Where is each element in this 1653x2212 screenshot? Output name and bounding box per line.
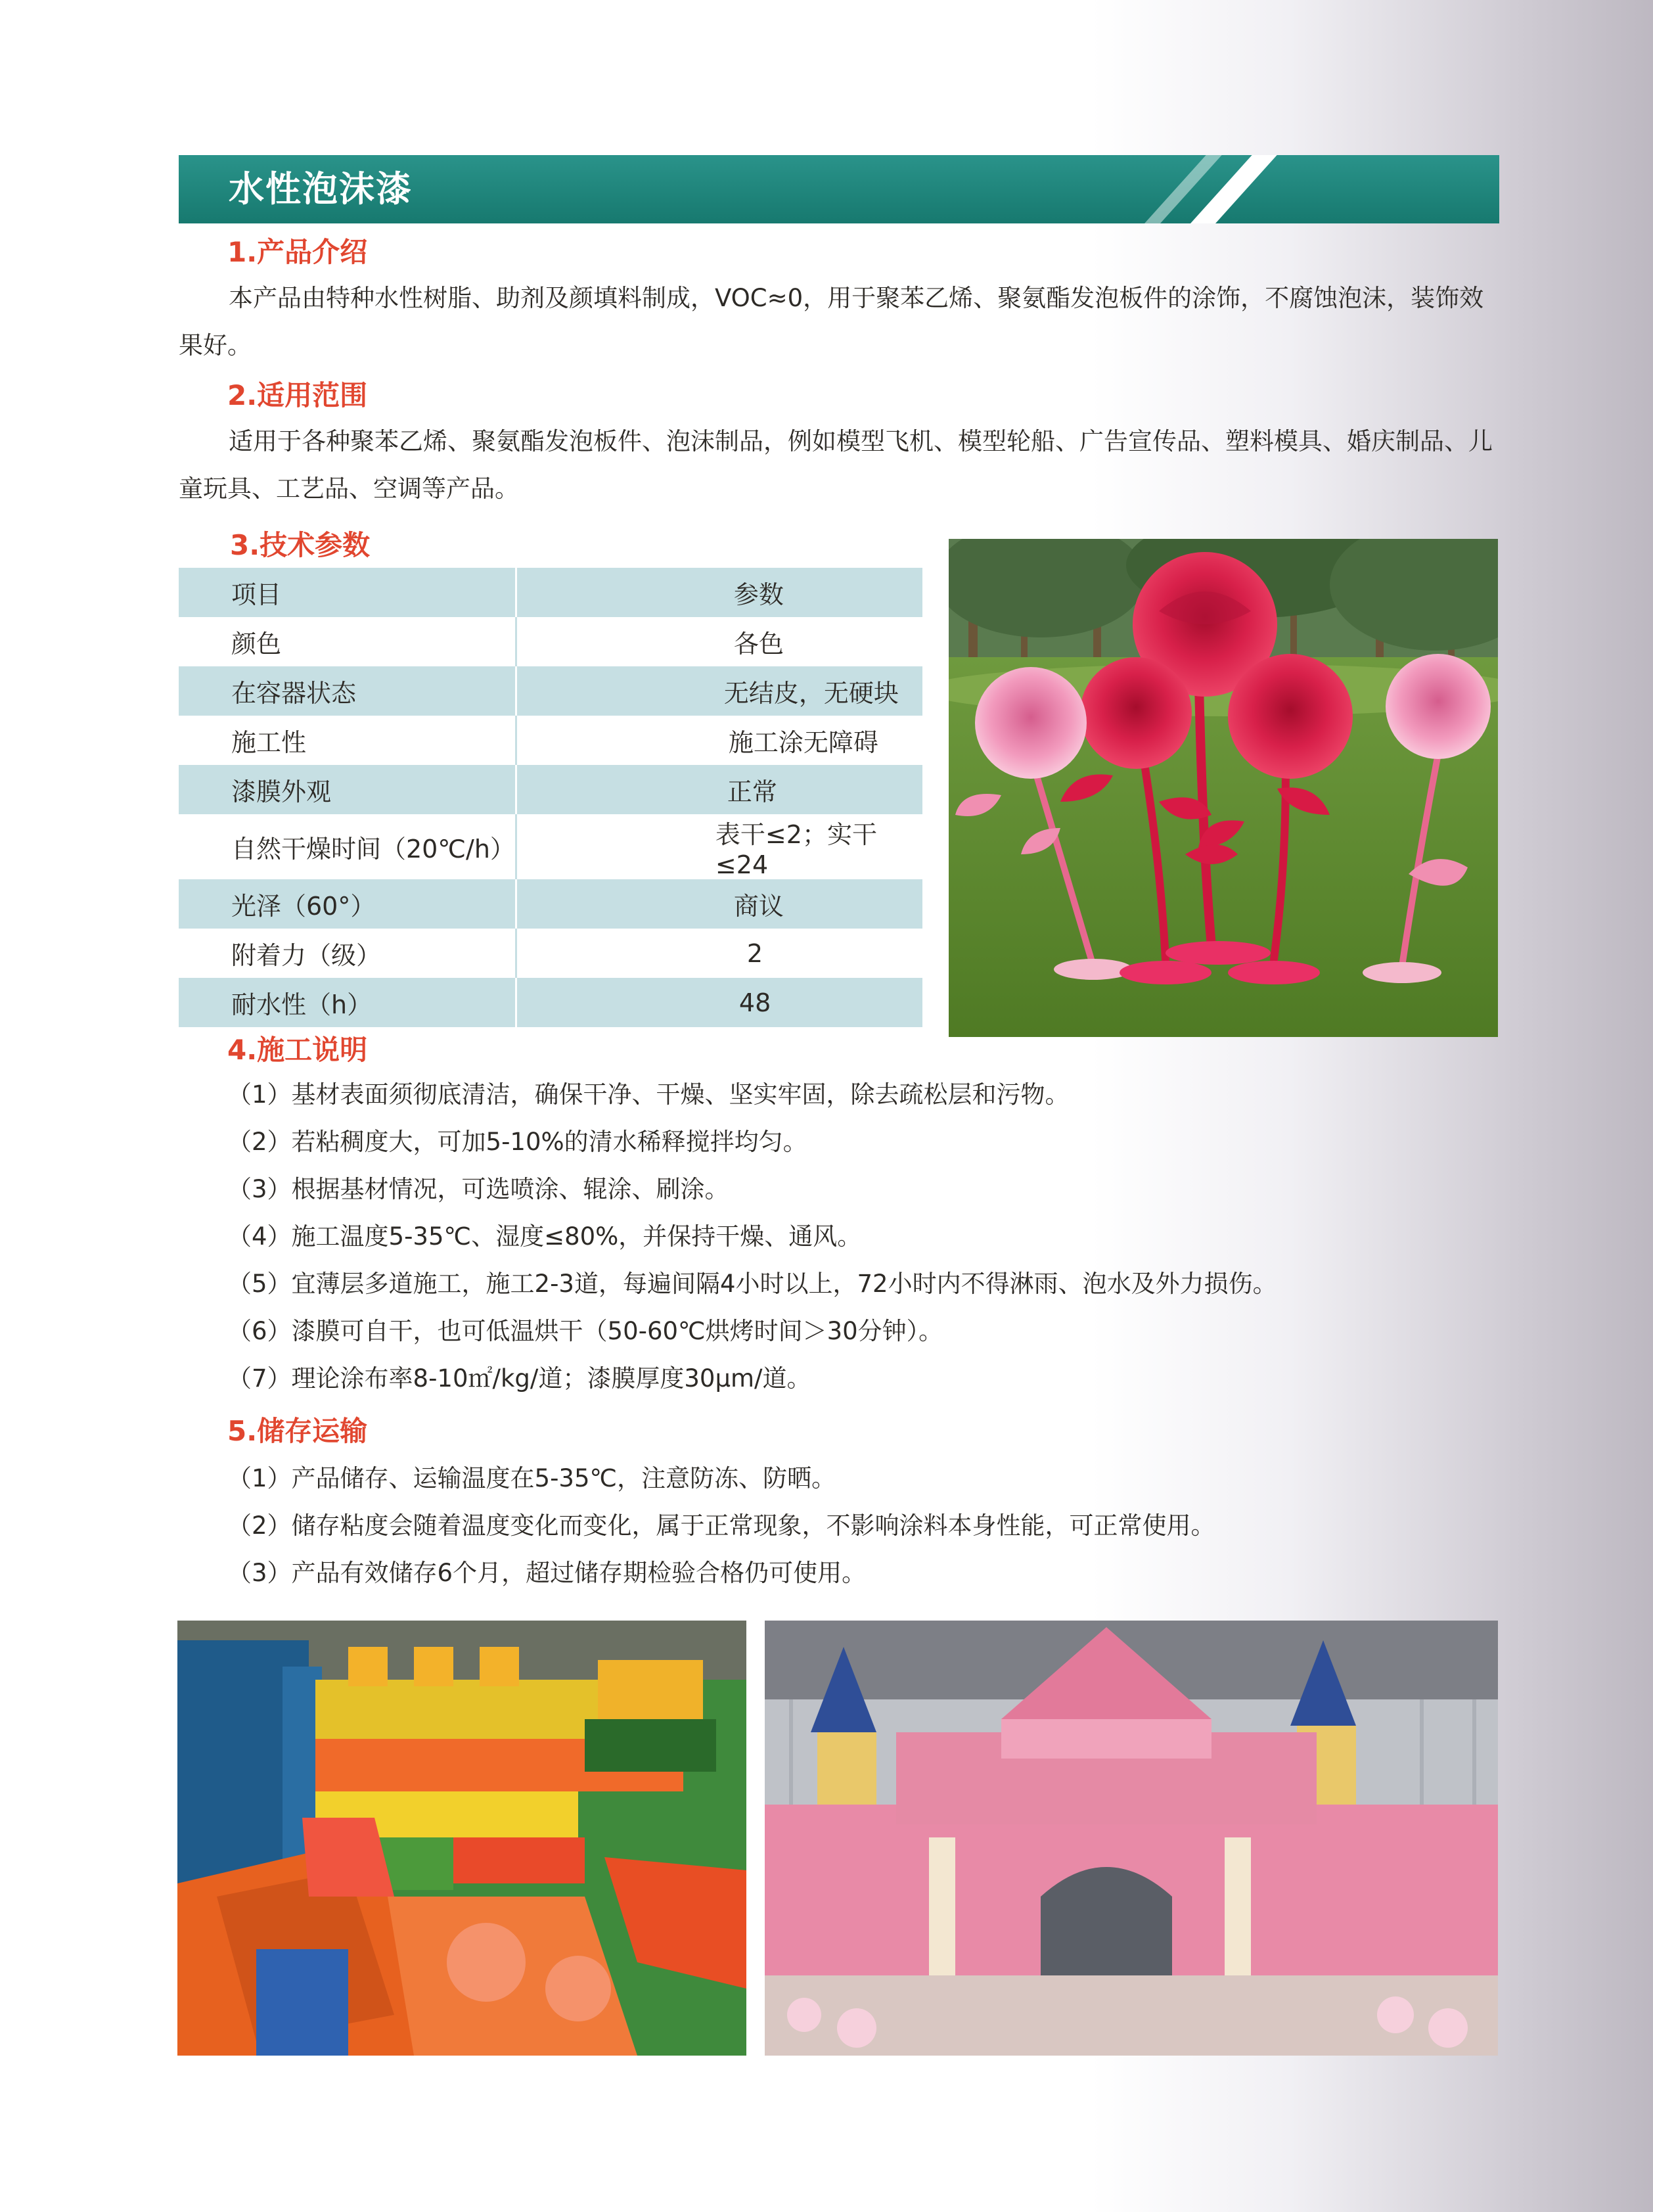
- title-bar: [179, 155, 1499, 223]
- spec-value: 表干≤2；实干≤24: [516, 814, 922, 879]
- spec-item: 颜色: [179, 617, 516, 666]
- spec-item: 项目: [179, 568, 516, 617]
- table-row: [179, 929, 922, 978]
- application-item: （4）施工温度5-35℃、湿度≤80%，并保持干燥、通风。: [227, 1222, 862, 1251]
- spec-value: 商议: [516, 879, 922, 929]
- spec-value: 2: [516, 929, 922, 978]
- storage-item: （2）储存粘度会随着温度变化而变化，属于正常现象，不影响涂料本身性能，可正常使用。: [227, 1511, 1215, 1540]
- specs-heading: 3.技术参数: [230, 529, 371, 561]
- application-item: （7）理论涂布率8-10㎡/kg/道；漆膜厚度30μm/道。: [227, 1364, 811, 1393]
- foam-castle-photo: [765, 1621, 1498, 2056]
- application-item: （5）宜薄层多道施工，施工2-3道，每遍间隔4小时以上，72小时内不得淋雨、泡水及外力损伤。: [227, 1270, 1277, 1298]
- foam-rose-photo: [949, 539, 1498, 1037]
- page-title: 水性泡沫漆: [229, 168, 413, 210]
- intro-heading: 1.产品介绍: [227, 236, 368, 268]
- spec-item: 漆膜外观: [179, 765, 516, 814]
- storage-heading: 5.储存运输: [227, 1415, 368, 1447]
- application-item: （2）若粘稠度大，可加5-10%的清水稀释搅拌均匀。: [227, 1128, 807, 1156]
- scope-heading: 2.适用范围: [227, 379, 368, 411]
- table-row: [179, 716, 922, 765]
- spec-item: 耐水性（h）: [179, 978, 516, 1027]
- application-item: （1）基材表面须彻底清洁，确保干净、干燥、坚实牢固，除去疏松层和污物。: [227, 1080, 1070, 1109]
- table-row: [179, 814, 922, 879]
- table-row: [179, 666, 922, 716]
- spec-item: 在容器状态: [179, 666, 516, 716]
- table-row: [179, 879, 922, 929]
- spec-table: [179, 568, 922, 1027]
- foam-blocks-photo: [177, 1621, 746, 2056]
- storage-item: （3）产品有效储存6个月，超过储存期检验合格仍可使用。: [227, 1559, 867, 1587]
- spec-value: 无结皮，无硬块: [516, 666, 922, 716]
- application-item: （6）漆膜可自干，也可低温烘干（50-60℃烘烤时间＞30分钟）。: [227, 1317, 943, 1345]
- spec-item: 自然干燥时间（20℃/h）: [179, 814, 516, 879]
- spec-item: 光泽（60°）: [179, 879, 516, 929]
- table-row: [179, 617, 922, 666]
- spec-value: 48: [516, 978, 922, 1027]
- spec-value: 正常: [516, 765, 922, 814]
- spec-value: 各色: [516, 617, 922, 666]
- spec-item: 施工性: [179, 716, 516, 765]
- application-heading: 4.施工说明: [227, 1034, 368, 1066]
- spec-value: 施工涂无障碍: [516, 716, 922, 765]
- scope-text: 适用于各种聚苯乙烯、聚氨酯发泡板件、泡沫制品，例如模型飞机、模型轮船、广告宣传品、塑料模具、婚庆制品、儿童玩具、工艺品、空调等产品。: [179, 427, 1493, 503]
- table-row: [179, 978, 922, 1027]
- application-item: （3）根据基材情况，可选喷涂、辊涂、刷涂。: [227, 1175, 729, 1203]
- spec-value: 参数: [516, 568, 922, 617]
- intro-text: 本产品由特种水性树脂、助剂及颜填料制成，VOC≈0，用于聚苯乙烯、聚氨酯发泡板件的涂饰，不腐蚀泡沫，装饰效果好。: [179, 284, 1484, 359]
- table-row: [179, 765, 922, 814]
- spec-item: 附着力（级）: [179, 929, 516, 978]
- storage-item: （1）产品储存、运输温度在5-35℃，注意防冻、防晒。: [227, 1464, 836, 1492]
- table-row: [179, 568, 922, 617]
